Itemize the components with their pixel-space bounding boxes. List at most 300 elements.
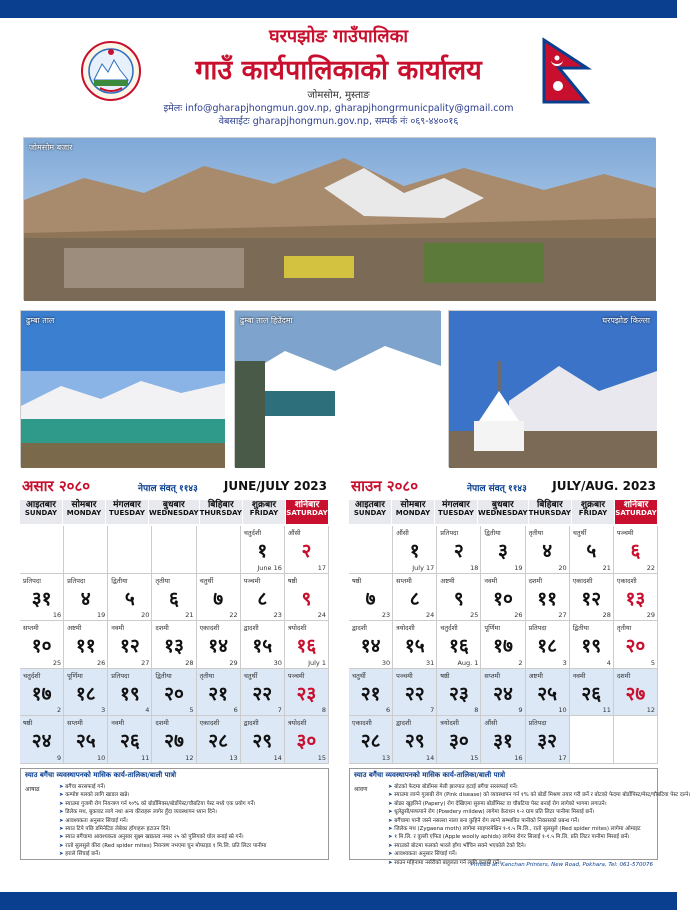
website-line: वेबसाईटः gharapjhongmun.gov.np, सम्पर्क नंः ०६९-४४००१६ — [218, 116, 459, 127]
nepali-date: ६ — [169, 587, 179, 610]
date-cell — [614, 526, 658, 574]
tithi-label: तृतीया — [528, 529, 544, 537]
notes-month-label: श्रावण — [354, 786, 368, 793]
weekday-english: SUNDAY — [24, 509, 58, 518]
tithi-label: तृतीया — [616, 624, 632, 633]
weekday-english: WEDNESDAY — [148, 509, 199, 518]
date-cell — [197, 716, 241, 764]
nepali-date: ३० — [296, 730, 317, 753]
english-months: JUNE/JULY 2023 — [223, 479, 327, 493]
note-item: ➤ धूलेढुसी/सफपाने रोग (Powdery mildew) लागेमा केराथन १-२ ग्राम प्रति लिटर पानीमा मिसाई छर्ने। — [388, 808, 654, 816]
english-date: 12 — [646, 706, 655, 715]
nepali-date: २७ — [164, 730, 184, 753]
tithi-label: दशमी — [528, 576, 543, 585]
weekday-english: SATURDAY — [615, 509, 657, 518]
tithi-label: षष्ठी — [23, 719, 33, 728]
nepali-date: २८ — [360, 730, 381, 753]
date-cell — [108, 574, 152, 622]
weekday-nepali: आइतबार — [26, 500, 56, 510]
date-cell — [393, 669, 437, 717]
nepali-date: ४ — [80, 587, 91, 610]
english-date: 14 — [426, 753, 435, 762]
date-cell — [285, 716, 329, 764]
weekday-english: FRIDAY — [578, 509, 608, 518]
weekday-nepali: बुधबार — [162, 500, 185, 510]
date-cell — [614, 669, 658, 717]
date-cell — [481, 716, 525, 764]
weekday-nepali: बिहिबार — [536, 500, 563, 510]
date-cell — [526, 526, 570, 574]
nepali-date: १६ — [448, 635, 469, 658]
nepali-date: ११ — [537, 587, 558, 610]
note-item: ➤ हराले सिंचाई छर्ने। — [59, 850, 325, 858]
date-cell — [152, 669, 196, 717]
date-cell — [481, 621, 525, 669]
date-cell — [241, 526, 285, 574]
weekday-nepali: शुक्रबार — [580, 500, 606, 510]
nepali-date: ३ — [498, 540, 508, 562]
tithi-label: षष्ठी — [352, 576, 362, 585]
date-cell — [241, 574, 285, 622]
nepali-date: २० — [625, 635, 646, 658]
nepali-date: ५ — [586, 540, 597, 562]
tithi-label: चतुर्थी — [572, 529, 587, 537]
english-date: 26 — [514, 611, 523, 620]
nepali-date: ४ — [542, 540, 553, 562]
nepali-date: १९ — [119, 682, 140, 705]
date-cell — [241, 621, 285, 669]
weekday-nepali: सोमबार — [71, 500, 97, 510]
note-item: ➤ स्याउ टिपे पछि डमिनेटिङ लेबेका हाँगाहरू हटाउन दिने। — [59, 825, 325, 833]
photo-caption-2: ढुम्बा ताल हिउँदमा — [240, 316, 293, 325]
top-color-bar — [0, 0, 677, 18]
tithi-label: प्रतिपदा — [67, 576, 86, 585]
tithi-label: तृतीया — [199, 671, 215, 680]
weekday-header — [149, 500, 200, 524]
note-item: ➤ स्याउको बोटमा फलको भारले हाँगा भाँचिन सक्ने भएकोले टेको दिने। — [388, 842, 654, 850]
english-date: 2 — [57, 706, 62, 715]
english-date: 15 — [470, 753, 479, 762]
weekday-header — [572, 500, 615, 524]
english-date: 23 — [273, 611, 282, 620]
date-cell — [20, 716, 64, 764]
nepali-date: २७ — [625, 682, 646, 705]
note-item: ➤ जिलेक मथ (Zygaena moth) लागेमा साइपरमेथ्रिन १-१.५ मि.लि., रातो सुलसुले (Red spider mites) लागेमा ओमाइट — [388, 825, 654, 833]
english-date: 14 — [273, 753, 282, 762]
weekday-header — [63, 500, 106, 524]
empty-date-cell — [20, 526, 64, 574]
nepali-date: १४ — [360, 635, 381, 658]
tithi-label: चतुर्थी — [243, 671, 258, 680]
english-date: 7 — [430, 706, 435, 715]
nepali-date: २६ — [119, 730, 140, 753]
english-date: 25 — [470, 611, 479, 620]
nepali-date: १० — [493, 587, 513, 610]
nepali-date: २५ — [537, 682, 558, 705]
nepal-samvat: नेपाल संवत् ११४३ — [138, 484, 198, 494]
date-cell — [197, 574, 241, 622]
date-cell — [526, 574, 570, 622]
english-date: 29 — [646, 611, 655, 620]
note-item: ➤ बोक्रा खुइलिने (Papery) रोग देखिएमा सुरुमा बोर्डोमिस्ट वा चौबटिया पेस्ट बनाई रोग लागेको भागमा लगाउने। — [388, 800, 654, 808]
empty-date-cell — [197, 526, 241, 574]
tithi-label: नवमी — [484, 576, 498, 585]
english-date: 28 — [602, 611, 611, 620]
english-date: 24 — [426, 611, 435, 620]
date-cell — [393, 574, 437, 622]
tithi-label: पञ्चमी — [616, 529, 634, 537]
english-date: 17 — [558, 753, 567, 762]
date-cell — [285, 526, 329, 574]
tithi-label: द्वितीया — [484, 529, 501, 537]
tithi-label: प्रतिपदा — [111, 671, 130, 680]
date-cell — [20, 621, 64, 669]
empty-date-cell — [570, 716, 614, 764]
date-cell — [570, 669, 614, 717]
weekday-header — [435, 500, 478, 524]
tithi-label: द्वादशी — [243, 624, 259, 633]
tithi-label: त्रयोदशी — [396, 624, 415, 633]
english-date: 8 — [474, 706, 479, 715]
weekday-english: MONDAY — [395, 509, 431, 518]
date-cell — [570, 526, 614, 574]
nepali-date: ५ — [124, 587, 135, 610]
nepali-date: ८ — [409, 587, 420, 610]
english-date: 19 — [514, 563, 523, 572]
date-cell — [152, 621, 196, 669]
tithi-label: प्रतिपदा — [528, 624, 547, 633]
english-date: 3 — [562, 658, 567, 667]
date-cell — [197, 621, 241, 669]
english-date: 6 — [233, 706, 238, 715]
nepali-date: १६ — [296, 635, 317, 658]
date-cell — [526, 716, 570, 764]
english-date: 22 — [646, 563, 655, 572]
tithi-label: अष्टमी — [528, 671, 543, 680]
municipality-subtitle: घरपझोङ गाउँपालिका — [268, 26, 409, 47]
date-cell — [393, 716, 437, 764]
nepali-date: १७ — [493, 635, 513, 658]
tithi-label: एकादशी — [616, 576, 637, 585]
date-cell — [108, 621, 152, 669]
note-item: ➤ स्याउमा लाग्ने गुलाबी रोग (Pink disease) को व्यवस्थापन गर्न १% को बोर्डो मिश्रण तयार गरी छर्ने र बोटको फेदमा बोर्डोपिस्ट/मेस्ट/चौबटिया पेस्ट दल्ने। — [388, 791, 654, 799]
tithi-label: अष्टमी — [67, 624, 82, 633]
english-date: 29 — [229, 658, 238, 667]
nepali-date: ११ — [75, 635, 96, 658]
tithi-label: सप्तमी — [23, 624, 39, 633]
weekday-nepali: शुक्रबार — [251, 500, 277, 510]
stupa-image — [449, 311, 657, 468]
tithi-label: द्वादशी — [352, 624, 367, 633]
english-date: 17 — [317, 563, 326, 572]
nepali-date: २३ — [448, 682, 469, 705]
weekday-row — [349, 500, 658, 524]
weekday-header — [529, 500, 572, 524]
calendar-section — [20, 474, 658, 764]
weekday-nepali: मंगलबार — [113, 500, 141, 510]
english-date: 30 — [381, 658, 391, 667]
empty-date-cell — [152, 526, 196, 574]
note-item: ➤ बोटको फेदमा बोर्डोमस मेली झारपात हटाई बगैंचा सरसफाई गर्ने। — [388, 783, 654, 791]
english-date: 7 — [277, 706, 282, 715]
date-cell — [241, 669, 285, 717]
nepali-date: ७ — [213, 587, 224, 610]
nepali-date: २२ — [404, 682, 425, 705]
nepali-date: १ — [409, 540, 420, 562]
english-date: 4 — [606, 658, 611, 667]
nepali-date: २१ — [360, 682, 381, 705]
english-date: 19 — [97, 611, 106, 620]
note-item: ➤ १ मि.लि. र वुल्ली एफिड (Apple woolly aphids) लागेमा रोगर सिलाई १-१.५ मि.लि. प्रति लिटर पानीमा मिसाई छर्ने। — [388, 833, 654, 841]
date-cell — [64, 669, 108, 717]
bottom-color-bar — [0, 892, 677, 910]
weekday-english: SUNDAY — [353, 509, 387, 518]
notes-list — [59, 783, 325, 859]
date-cell — [349, 716, 393, 764]
english-date: 9 — [518, 706, 523, 715]
weekday-nepali: आइतबार — [355, 500, 385, 510]
date-cell — [437, 716, 481, 764]
weekday-nepali: शनिबार — [623, 500, 649, 510]
weekday-nepali: बिहिबार — [207, 500, 234, 510]
date-cell — [285, 621, 329, 669]
english-date: 15 — [317, 753, 326, 762]
english-date: 22 — [229, 611, 238, 620]
date-cell — [152, 716, 196, 764]
nepali-date: १० — [31, 635, 52, 658]
date-cell — [614, 574, 658, 622]
page-title: गाउँ कार्यपालिकाको कार्यालय — [195, 55, 482, 86]
english-date: 13 — [381, 753, 391, 762]
tithi-label: द्वितीया — [111, 576, 128, 585]
note-item: ➤ स्याउमा गुजमी रोग नियन्त्रण गर्न १०% को बोर्डोमिक्स/बोर्डोपेस्ट/चौबटिया पेस्ट मध्ये एक प्रयोग गर्ने। — [59, 800, 325, 808]
tithi-label: नवमी — [572, 671, 586, 680]
tithi-label: सप्तमी — [484, 671, 501, 680]
nepali-date: १ — [257, 540, 268, 562]
date-grid — [349, 526, 658, 764]
tithi-label: त्रयोदशी — [287, 719, 307, 728]
notes-title: स्याउ बगैंचा व्यवस्थापनको मासिक कार्य-तालिका/बाली पात्रो — [350, 769, 657, 782]
tithi-label: पूर्णिमा — [484, 624, 501, 633]
month-title: असार २०८० — [22, 477, 91, 495]
date-cell — [20, 574, 64, 622]
date-cell — [20, 669, 64, 717]
note-item: ➤ साउन महिनामा नर्सरीको बाहुलता गर्न लागि कलमी गर्ने। — [388, 859, 654, 867]
english-date: 25 — [52, 658, 62, 667]
english-date: 24 — [317, 611, 326, 620]
note-item: ➤ बगैंचा सरसफाई गर्ने। — [59, 783, 325, 791]
photo-dhumba-lake — [20, 310, 224, 467]
tithi-label: नवमी — [111, 719, 125, 728]
nepali-date: २ — [301, 540, 312, 562]
weekday-header — [392, 500, 435, 524]
email-line: इमेलः info@gharapjhongmun.gov.np, gharapjhongrmunicpality@gmail.com — [163, 103, 514, 114]
note-item: ➤ रातो सुलसुले कीरा (Red spider mites) नियन्त्रण नभएमा घुन मोफाइड १ मि.लि. प्रति लिटर पानीमा — [59, 842, 325, 850]
tithi-label: तृतीया — [155, 576, 170, 585]
weekday-english: SATURDAY — [286, 509, 328, 518]
note-item: ➤ डिलेक मथ, बुकावट लागे नथा अन्य कीराहरू लागेर हुँदा व्यवस्थापन ध्यान दिने। — [59, 808, 325, 816]
nepali-date: १३ — [164, 635, 184, 658]
date-cell — [481, 574, 525, 622]
month-title: साउन २०८० — [351, 477, 418, 495]
weekday-english: TUESDAY — [438, 509, 474, 518]
english-date: July 17 — [412, 563, 435, 572]
nepali-date: २९ — [404, 730, 425, 753]
tithi-label: दशमी — [616, 671, 631, 680]
lake-image — [21, 311, 225, 468]
header — [0, 18, 677, 136]
tithi-label: त्रयोदशी — [287, 624, 307, 633]
nepali-date: २९ — [252, 730, 273, 753]
weekday-header — [615, 500, 658, 524]
nepali-date: १९ — [581, 635, 602, 658]
weekday-header — [106, 500, 149, 524]
english-date: 20 — [558, 563, 567, 572]
photo-section — [20, 137, 658, 472]
english-date: 8 — [321, 706, 326, 715]
weekday-english: THURSDAY — [528, 509, 571, 518]
photo-dhumba-lake-winter — [234, 310, 440, 467]
tithi-label: चतुर्थी — [199, 576, 214, 585]
nepali-date: ३१ — [493, 730, 513, 753]
date-cell — [570, 621, 614, 669]
nepali-date: १४ — [208, 635, 229, 658]
date-cell — [285, 669, 329, 717]
english-date: 10 — [97, 753, 106, 762]
date-cell — [437, 669, 481, 717]
nepali-date: २८ — [208, 730, 229, 753]
nepali-date: २० — [164, 682, 184, 705]
empty-date-cell — [349, 526, 393, 574]
english-date: 2 — [518, 658, 523, 667]
tithi-label: एकादशी — [352, 719, 372, 728]
date-cell — [108, 716, 152, 764]
nepali-date: ३० — [448, 730, 469, 753]
apple-care-notes-asar — [20, 768, 329, 860]
weekday-english: TUESDAY — [109, 509, 145, 518]
tithi-label: सप्तमी — [67, 719, 83, 728]
tithi-label: चतुर्दशी — [440, 624, 458, 633]
date-cell — [197, 669, 241, 717]
date-cell — [349, 621, 393, 669]
tithi-label: दशमी — [155, 719, 169, 728]
notes-list — [388, 783, 690, 867]
nepali-date: १८ — [537, 635, 558, 658]
date-cell — [437, 526, 481, 574]
photo-caption-1: ढुम्बा ताल — [26, 316, 55, 325]
tithi-label: पूर्णिमा — [67, 671, 83, 680]
weekday-header — [478, 500, 529, 524]
english-date: 16 — [52, 611, 62, 620]
english-date: 6 — [386, 706, 391, 715]
date-cell — [349, 574, 393, 622]
tithi-label: औंसी — [484, 719, 498, 728]
nepali-date: ९ — [453, 587, 464, 610]
nepali-date: २४ — [31, 730, 52, 753]
english-date: 10 — [558, 706, 567, 715]
date-cell — [437, 574, 481, 622]
calendar-shrawan — [349, 474, 658, 764]
tithi-label: षष्ठी — [287, 576, 298, 585]
note-item: ➤ बगैंचामा पानी जस्ने नसल्ला नाला बना कुहिने रोग लाग्ने सम्भावित पानीको निकासको प्रबन्ध गर्ने। — [388, 817, 654, 825]
weekday-english: WEDNESDAY — [477, 509, 528, 518]
english-date: 9 — [57, 753, 62, 762]
note-item: ➤ स्याउ बगैंचामा आवश्यकता अनुसार सुक्ष्म खद्यतत्व नम्बर २५ को पुलियको घोल बनाई स्प्रे गर्ने। — [59, 833, 325, 841]
date-cell — [349, 669, 393, 717]
english-date: June 16 — [257, 563, 282, 572]
weekday-header — [286, 500, 329, 524]
nepali-date: २६ — [581, 682, 602, 705]
tithi-label: द्वादशी — [396, 719, 412, 728]
english-date: 20 — [141, 611, 150, 620]
notes-title: स्याउ बगैंचा व्यवस्थापनको मासिक कार्य-तालिका/बाली पात्रो — [21, 769, 328, 782]
date-cell — [108, 669, 152, 717]
tithi-label: द्वितीया — [155, 671, 172, 680]
english-date: 31 — [426, 658, 435, 667]
date-cell — [526, 669, 570, 717]
weekday-nepali: शनिबार — [294, 500, 320, 510]
date-cell — [64, 716, 108, 764]
nepali-date: २१ — [208, 682, 229, 705]
english-date: 4 — [145, 706, 150, 715]
tithi-label: त्रयोदशी — [440, 719, 459, 728]
weekday-row — [20, 500, 329, 524]
nepali-date: २३ — [296, 682, 317, 705]
english-date: July 1 — [308, 658, 326, 667]
english-date: 11 — [141, 753, 150, 762]
nepali-date: २२ — [252, 682, 273, 705]
nepali-date: ३१ — [31, 587, 52, 610]
landscape-image — [24, 138, 656, 301]
date-cell — [241, 716, 285, 764]
nepali-date: १२ — [581, 587, 602, 610]
note-item: ➤ कम्पोष्ट मलको लागि खाडल खन्ने। — [59, 791, 325, 799]
date-cell — [64, 621, 108, 669]
tithi-label: एकादशी — [572, 576, 593, 585]
main-photo — [23, 137, 655, 300]
tithi-label: चतुर्दशी — [23, 671, 41, 680]
english-date: 12 — [185, 753, 194, 762]
weekday-nepali: बुधबार — [491, 500, 514, 510]
tithi-label: प्रतिपदा — [440, 529, 459, 537]
empty-date-cell — [614, 716, 658, 764]
nepali-date: ९ — [301, 587, 312, 610]
main-photo-caption: जोमसोम बजार — [29, 143, 73, 152]
photo-gharapjhong-fort — [448, 310, 656, 467]
printer-credit: Printed at: Kanchan Printers, New Road, Pokhara, Tel: 061-570076 — [470, 862, 653, 868]
tithi-label: सप्तमी — [396, 576, 412, 585]
empty-date-cell — [64, 526, 108, 574]
english-date: 3 — [101, 706, 106, 715]
date-cell — [481, 526, 525, 574]
tithi-label: पञ्चमी — [287, 671, 305, 680]
date-cell — [393, 526, 437, 574]
tithi-label: अष्टमी — [440, 576, 455, 585]
note-item: ➤ आवश्यकता अनुसार सिंचाई गर्ने। — [388, 850, 654, 858]
english-date: 28 — [185, 658, 194, 667]
nepali-date: १७ — [31, 682, 52, 705]
nepali-date: १५ — [252, 635, 273, 658]
date-grid — [20, 526, 329, 764]
date-cell — [64, 574, 108, 622]
nepali-date: १३ — [625, 587, 646, 610]
english-date: 5 — [650, 658, 655, 667]
photo-caption-3: घरपझोङ किल्ला — [602, 316, 650, 325]
english-months: JULY/AUG. 2023 — [552, 479, 656, 493]
weekday-header — [200, 500, 243, 524]
calendar-header — [349, 474, 658, 500]
weekday-nepali: सोमबार — [400, 500, 426, 510]
